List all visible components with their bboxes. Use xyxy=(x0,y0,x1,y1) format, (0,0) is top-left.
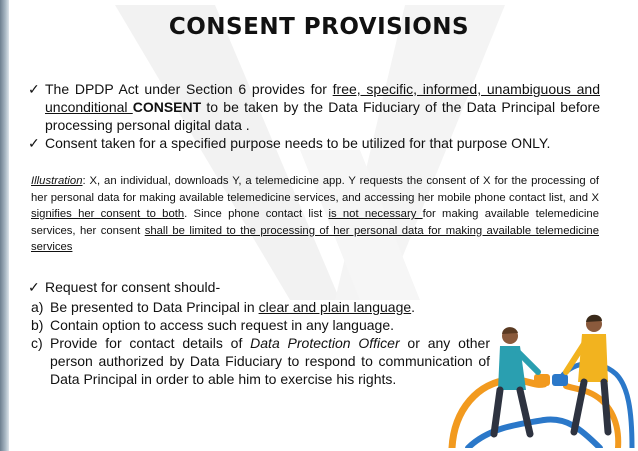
illustration-text-2: . Since phone contact list xyxy=(184,208,329,220)
request-heading xyxy=(28,278,490,296)
point-1-underlined-text: free, specific, informed, unambiguous and unconditional xyxy=(45,81,600,115)
list-marker: a) xyxy=(31,299,44,315)
request-item-b xyxy=(28,316,490,334)
blue-cable xyxy=(468,420,600,448)
illustration-paragraph xyxy=(31,173,599,256)
orange-plug xyxy=(534,374,550,386)
item-b-text: Contain option to access such request in any language. xyxy=(50,317,395,333)
item-c-text-a: Provide for contact details of xyxy=(50,335,251,351)
illustration-text-1: : X, an individual, downloads Y, a telemedicine app. Y requests the consent of X for the processing of her personal data for making available telemedicine services, and accessing her mobile phone contact list, and X xyxy=(31,175,599,204)
point-1-text-c: to be taken by the Data Fiduciary of the Data Principal before processing personal digital data . xyxy=(45,99,600,133)
checkmark-icon: ✓ xyxy=(28,135,40,151)
illustration-label: Illustration xyxy=(31,175,83,187)
left-person-hair xyxy=(502,327,518,334)
consent-points xyxy=(28,80,600,152)
request-item-c xyxy=(28,334,490,388)
people-plugging-cables-illustration xyxy=(448,300,636,448)
right-person-legs xyxy=(574,382,608,432)
item-c-italic-dpo: Data Protection Officer xyxy=(250,335,400,351)
slide-title: CONSENT PROVISIONS xyxy=(168,14,470,40)
point-2-text: Consent taken for a specified purpose needs to be utilized for that purpose ONLY. xyxy=(45,135,551,151)
list-marker: b) xyxy=(31,317,44,333)
right-person-shirt xyxy=(578,334,608,382)
checkmark-icon: ✓ xyxy=(28,81,40,97)
request-heading-text: Request for consent should- xyxy=(45,279,221,295)
point-1-text-a: The DPDP Act under Section 6 provides for xyxy=(45,81,333,97)
illustration-text-3: for making available telemedicine services, her consent xyxy=(31,208,599,237)
blue-plug xyxy=(552,374,568,386)
item-a-underlined: clear and plain language xyxy=(258,299,412,315)
item-a-text-b: . xyxy=(411,299,416,315)
checkmark-icon: ✓ xyxy=(28,279,40,295)
point-specified-purpose xyxy=(28,134,600,152)
request-item-a xyxy=(28,298,490,316)
item-a-text-a: Be presented to Data Principal in xyxy=(50,299,259,315)
right-person-hair xyxy=(586,315,602,322)
item-c-text-b: or any other person authorized by Data Fiduciary to respond to communication of Data Principal in order to able him to exercise his rights. xyxy=(50,335,490,387)
illustration-underline-3: shall be limited to the processing of her personal data for making available telemedicine services xyxy=(31,224,599,253)
point-section-6 xyxy=(28,80,600,134)
consent-request-section xyxy=(28,278,490,388)
point-1-bold-consent: CONSENT xyxy=(132,99,202,115)
illustration-underline-1: signifies her consent to both xyxy=(31,208,185,220)
illustration-underline-2: is not necessary xyxy=(328,208,423,220)
list-marker: c) xyxy=(31,335,43,351)
